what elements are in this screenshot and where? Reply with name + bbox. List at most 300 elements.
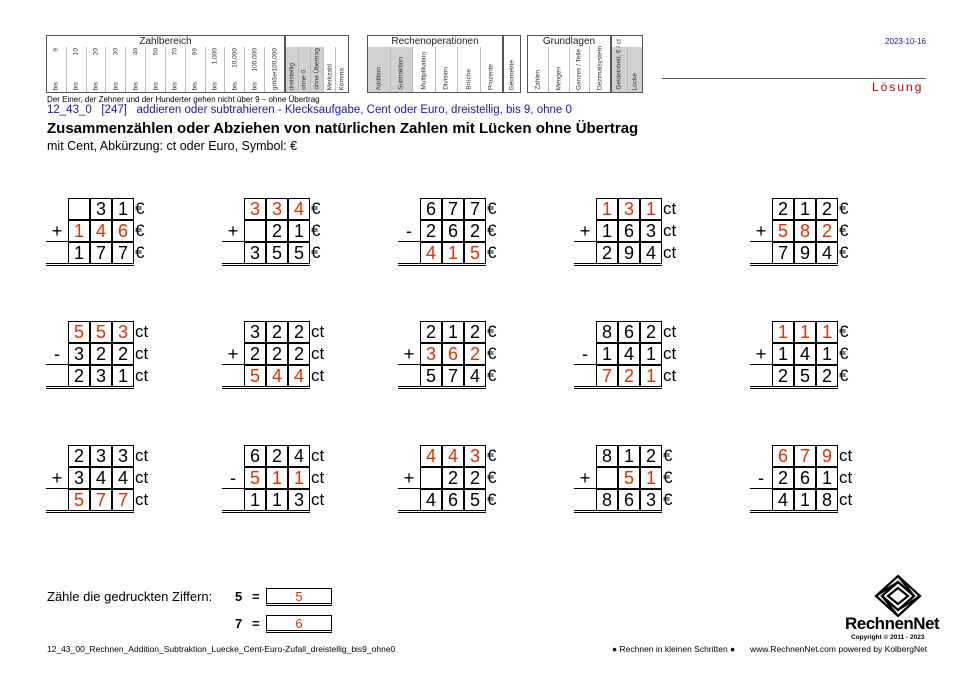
category-3 [503,35,521,93]
digit-cell: 1 [266,489,288,511]
solution-digit[interactable]: 1 [816,321,838,343]
sum-line [222,488,310,489]
operator: + [51,468,63,488]
solution-digit[interactable]: 5 [618,467,640,489]
digit-cell: 4 [420,489,442,511]
unit-label: ct [663,243,677,262]
solution-digit[interactable]: 5 [772,220,794,242]
digit-cell: 6 [618,220,640,242]
category-column [105,47,125,92]
solution-digit[interactable]: 4 [288,365,310,387]
result-line [574,386,662,389]
logo-swirl-icon [872,574,924,618]
column-bottom-label: Division [442,67,450,90]
unit-label: € [311,221,321,240]
result-line [574,510,662,513]
digit-cell: 2 [288,343,310,365]
solution-digit[interactable]: 1 [596,198,618,220]
problem [574,321,684,391]
column-bottom-label: Dezimalsystem [596,45,604,90]
digit-cell: 4 [288,445,310,467]
digit-cell: 3 [68,343,90,365]
solution-digit[interactable]: 4 [288,198,310,220]
digit-cell: 3 [90,445,112,467]
unit-label: ct [839,446,853,465]
digit-cell: 6 [794,467,816,489]
column-bottom-label: Geldeinheit, € / ct [615,39,623,90]
column-top-label: 40 [132,48,140,56]
digit-cell: 8 [596,489,618,511]
column-bottom-label: Ganzes / Teile [575,48,583,90]
result-line [750,510,838,513]
digit-cell: 6 [420,198,442,220]
sum-line [750,364,838,365]
unit-label: € [487,468,497,487]
digit-cell [244,220,266,242]
date: 2023-10-16 [885,37,926,46]
digit-cell: 1 [772,343,794,365]
digit-cell: 3 [244,242,266,264]
unit-label: € [839,366,849,385]
column-bottom-label: bis [132,81,140,90]
unit-label: ct [311,322,325,341]
solution-label: Lösung [872,80,924,94]
category-column [286,47,298,92]
solution-digit[interactable]: 4 [442,445,464,467]
column-top-label: 1.000 [211,48,219,65]
digit-cell: 2 [266,321,288,343]
unit-label: € [663,446,673,465]
result-line [222,510,310,513]
level-note: Der Einer, der Zehner und der Hunderter gehen nicht über 9 – ohne Übertrag [47,95,320,104]
unit-label: ct [135,446,149,465]
column-bottom-label: bis [251,81,259,90]
category-title: Zahlbereich [139,36,192,47]
column-top-label: 99 [191,48,199,56]
result-line [398,386,486,389]
unit-label: € [487,366,497,385]
category-column [569,47,590,92]
sum-line [398,241,486,242]
solution-digit[interactable]: 2 [816,220,838,242]
unit-label: € [487,344,497,363]
operator: - [54,344,60,364]
solution-digit[interactable]: 3 [618,198,640,220]
solution-digit[interactable]: 7 [112,489,134,511]
solution-digit[interactable]: 2 [618,365,640,387]
column-bottom-label: größer [271,70,279,90]
digit-cell [68,198,90,220]
column-bottom-label: Komma [338,67,346,90]
solution-digit[interactable]: 3 [420,343,442,365]
solution-digit[interactable]: 3 [244,198,266,220]
unit-label: ct [311,468,325,487]
result-line [750,386,838,389]
category-column [368,47,390,92]
category-column [612,39,627,92]
category-column [125,47,145,92]
sum-line [574,241,662,242]
solution-digit[interactable]: 4 [266,365,288,387]
category-column [264,47,284,92]
code-line: 12_43_0 [247] addieren oder subtrahieren - Klecksaufgabe, Cent oder Euro, dreistellig, bis 9, ohne 0 [47,104,572,116]
digit-cell: 2 [266,220,288,242]
digit-cell: 2 [266,445,288,467]
column-top-label: 100.000 [251,48,259,72]
digit-cell: 1 [112,198,134,220]
problem [46,321,156,391]
column-top-label: 70 [171,48,179,56]
digit-cell: 5 [420,365,442,387]
operator: + [227,344,239,364]
column-bottom-label: Merkzahl [326,63,334,90]
count-label: Zähle die gedruckten Ziffern: [47,589,213,604]
digit-cell: 1 [288,220,310,242]
category-column [165,47,185,92]
count-equals: = [252,616,260,631]
operator: + [227,221,239,241]
column-bottom-label: bis [72,81,80,90]
digit-cell: 1 [618,445,640,467]
column-bottom-label: bis [112,81,120,90]
digit-cell: 2 [112,343,134,365]
category-column [390,47,413,92]
unit-label: ct [135,468,149,487]
unit-label: € [663,468,673,487]
unit-label: € [487,446,497,465]
unit-label: ct [663,199,677,218]
digit-cell: 1 [244,489,266,511]
category-column [244,47,264,92]
digit-cell: 3 [640,489,662,511]
category-column [298,47,311,92]
solution-digit[interactable]: 1 [640,365,662,387]
solution-digit[interactable]: 5 [68,321,90,343]
operator: + [755,221,767,241]
category-column [66,47,86,92]
column-top-label: 9 [52,48,60,52]
digit-cell: 2 [90,343,112,365]
page-title: Zusammenzählen oder Abziehen von natürlichen Zahlen mit Lücken ohne Übertrag [47,120,639,137]
operator: + [403,344,415,364]
operator: - [406,221,412,241]
operator: + [51,221,63,241]
category-column [457,47,480,92]
digit-cell: 6 [442,489,464,511]
solution-digit[interactable]: 5 [244,467,266,489]
solution-digit[interactable]: 1 [772,321,794,343]
solution-digit[interactable]: 3 [266,198,288,220]
digit-cell: 7 [442,198,464,220]
digit-cell: 2 [244,343,266,365]
operator: + [403,468,415,488]
problem [398,198,508,268]
result-line [46,510,134,513]
column-top-label: 30 [112,48,120,56]
digit-cell: 1 [794,489,816,511]
unit-label: ct [311,446,325,465]
solution-digit[interactable]: 2 [464,343,486,365]
unit-label: € [135,221,145,240]
unit-label: ct [135,344,149,363]
brand-name: RechnenNet [845,614,940,633]
category-column [323,47,336,92]
column-bottom-label: Brüche [465,69,473,90]
digit-cell: 5 [266,242,288,264]
column-bottom-label: bis [152,81,160,90]
solution-digit[interactable]: 3 [112,321,134,343]
category-column [145,47,165,92]
column-bottom-label: bis [171,81,179,90]
solution-digit[interactable]: 5 [90,321,112,343]
digit-cell: 1 [68,242,90,264]
solution-digit[interactable]: 1 [68,220,90,242]
result-line [750,263,838,266]
result-line [398,510,486,513]
unit-label: € [839,344,849,363]
unit-label: ct [311,344,325,363]
category-column [47,47,66,92]
solution-digit[interactable]: 1 [442,242,464,264]
digit-cell: 3 [112,445,134,467]
digit-cell: 2 [420,321,442,343]
solution-digit[interactable]: 3 [464,445,486,467]
digit-cell: 2 [464,467,486,489]
solution-digit[interactable]: 4 [420,242,442,264]
problem [574,445,684,515]
category-2 [367,35,503,93]
unit-label: € [311,243,321,262]
unit-label: € [663,490,673,509]
category-column [412,47,435,92]
solution-digit[interactable]: 6 [112,220,134,242]
column-bottom-label: Zahlen [534,70,542,90]
sum-line [750,488,838,489]
footer-site[interactable]: www.RechnenNet.com powered by KolbergNet [750,644,928,654]
unit-label: € [839,199,849,218]
digit-cell: 1 [596,343,618,365]
solution-digit[interactable]: 5 [68,489,90,511]
digit-cell: 2 [772,467,794,489]
digit-cell: 2 [420,220,442,242]
digit-cell: 2 [442,467,464,489]
category-column [185,47,205,92]
solution-digit[interactable]: 7 [90,489,112,511]
unit-label: € [487,199,497,218]
solution-digit[interactable]: 1 [288,467,310,489]
sum-line [574,364,662,365]
problem [46,445,156,515]
count-answer-box[interactable]: 5 [266,588,332,606]
result-line [222,386,310,389]
digit-cell: 3 [68,467,90,489]
category-title: Grundlagen [542,36,596,47]
sum-line [398,364,486,365]
category-1 [285,35,349,93]
operator: - [582,344,588,364]
digit-cell: 9 [618,242,640,264]
digit-cell: 7 [442,365,464,387]
unit-label: ct [663,221,677,240]
problem [750,445,860,515]
result-line [398,263,486,266]
digit-cell: 5 [288,242,310,264]
rechnennet-logo [872,574,924,618]
category-column [310,47,323,92]
problem [398,445,508,515]
result-line [222,263,310,266]
digit-cell: 6 [618,489,640,511]
category-5 [611,35,643,93]
column-bottom-label: Lücke [631,72,639,90]
count-answer-box[interactable]: 6 [266,615,332,633]
digit-cell: 7 [112,242,134,264]
solution-digit[interactable]: 4 [420,445,442,467]
unit-label: ct [663,366,677,385]
digit-cell: 2 [68,365,90,387]
column-bottom-label: bis [92,81,100,90]
sum-line [222,364,310,365]
category-column [548,47,569,92]
category-column [86,47,106,92]
digit-cell: 6 [618,321,640,343]
column-top-label: 100.000 [271,48,279,72]
operator: - [230,468,236,488]
solution-digit[interactable]: 1 [794,321,816,343]
column-bottom-label: Addition [375,66,383,90]
digit-cell: 4 [618,343,640,365]
unit-label: ct [135,322,149,341]
digit-cell: 1 [442,321,464,343]
solution-digit[interactable]: 7 [794,445,816,467]
category-4 [527,35,611,93]
unit-label: ct [663,322,677,341]
digit-cell: 2 [816,198,838,220]
digit-cell: 2 [772,365,794,387]
column-bottom-label: ohne Übertrag [313,48,321,90]
solution-digit[interactable]: 9 [816,445,838,467]
unit-label: € [135,243,145,262]
category-column [627,47,643,92]
unit-label: ct [311,490,325,509]
column-bottom-label: bis [231,81,239,90]
digit-cell: 2 [816,365,838,387]
column-bottom-label: dreistellig [288,62,296,90]
category-column [335,47,348,92]
column-bottom-label: Multiplikation [420,52,428,90]
digit-cell: 8 [596,321,618,343]
column-bottom-label: bis [191,81,199,90]
category-title [504,36,520,47]
column-bottom-label: Prozente [487,63,495,90]
sum-line [222,241,310,242]
digit-cell: 2 [68,445,90,467]
sum-line [398,488,486,489]
sum-line [46,241,134,242]
digit-cell: 2 [288,321,310,343]
digit-cell: 1 [596,220,618,242]
digit-cell: 1 [794,198,816,220]
unit-label: € [839,243,849,262]
digit-cell: 4 [112,467,134,489]
digit-cell: 3 [90,198,112,220]
problem [574,198,684,268]
digit-cell: 7 [464,198,486,220]
category-title: Rechenoperationen [391,36,479,47]
copyright: Copyright © 2011 - 2023 [851,634,925,641]
unit-label: € [839,221,849,240]
operator: + [579,468,591,488]
result-line [46,386,134,389]
digit-cell: 2 [640,321,662,343]
result-line [46,263,134,266]
solution-digit[interactable]: 6 [442,343,464,365]
digit-cell: 2 [464,220,486,242]
digit-cell: 4 [794,343,816,365]
category-column [480,47,503,92]
solution-digit[interactable]: 7 [596,365,618,387]
category-column [224,47,244,92]
solution-digit[interactable]: 1 [640,467,662,489]
unit-label: € [487,490,497,509]
category-column [435,47,458,92]
digit-cell: 2 [266,343,288,365]
digit-cell: 4 [90,467,112,489]
sum-line [574,488,662,489]
operator: + [579,221,591,241]
digit-cell: 2 [464,321,486,343]
digit-cell: 4 [772,489,794,511]
unit-label: € [839,322,849,341]
solution-digit[interactable]: 8 [794,220,816,242]
sum-line [46,488,134,489]
digit-cell: 3 [640,220,662,242]
problem [222,321,332,391]
solution-digit[interactable]: 1 [640,198,662,220]
digit-cell: 1 [816,467,838,489]
column-bottom-label: bis [52,81,60,90]
unit-label: ct [839,468,853,487]
column-bottom-label: bis [211,81,219,90]
solution-digit[interactable]: 4 [90,220,112,242]
unit-label: € [311,199,321,218]
operator: - [758,468,764,488]
digit-cell: 4 [640,242,662,264]
unit-label: ct [839,490,853,509]
problem [750,321,860,391]
digit-cell: 7 [90,242,112,264]
solution-digit[interactable]: 5 [244,365,266,387]
digit-cell [596,467,618,489]
digit-cell: 1 [112,365,134,387]
solution-digit[interactable]: 6 [772,445,794,467]
count-equals: = [252,589,260,604]
footer-slogan: ● Rechnen in kleinen Schritten ● [612,644,736,654]
digit-cell: 7 [772,242,794,264]
digit-cell: 1 [816,343,838,365]
column-bottom-label: ohne 0 [300,70,308,90]
digit-cell [420,467,442,489]
category-column [205,47,225,92]
solution-digit[interactable]: 1 [266,467,288,489]
problem [222,445,332,515]
column-top-label: 20 [92,48,100,56]
digit-cell: 6 [244,445,266,467]
digit-cell: 3 [244,321,266,343]
solution-digit[interactable]: 5 [464,242,486,264]
problem [398,321,508,391]
category-column [528,47,548,92]
